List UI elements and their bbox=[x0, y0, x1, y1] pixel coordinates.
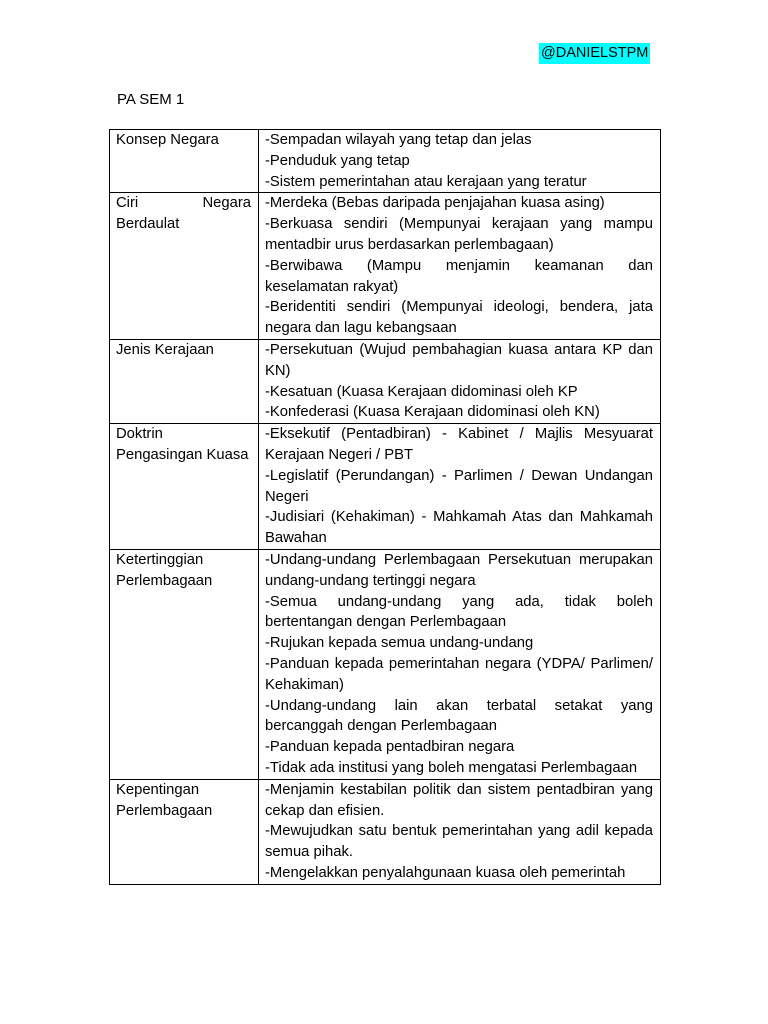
list-item: -Persekutuan (Wujud pembahagian kuasa antara KP dan KN) bbox=[265, 341, 653, 379]
list-item: -Penduduk yang tetap bbox=[265, 152, 410, 169]
table-row-doktrin-pengasingan-kuasa bbox=[110, 424, 661, 550]
list-item: -Konfederasi (Kuasa Kerajaan didominasi oleh KN) bbox=[265, 404, 600, 421]
list-item: -Panduan kepada pemerintahan negara (YDPA/ Parlimen/ Kehakiman) bbox=[265, 655, 653, 693]
list-item: -Sistem pemerintahan atau kerajaan yang teratur bbox=[265, 173, 587, 190]
row-points bbox=[259, 339, 661, 423]
list-item: -Legislatif (Perundangan) - Parlimen / Dewan Undangan Negeri bbox=[265, 467, 653, 505]
row-term: Ciri Negara Berdaulat bbox=[110, 193, 259, 340]
list-item: -Sempadan wilayah yang tetap dan jelas bbox=[265, 132, 532, 148]
table-row-ciri-negara-berdaulat bbox=[110, 193, 661, 340]
table-row-kepentingan-perlembagaan bbox=[110, 779, 661, 884]
row-points bbox=[259, 193, 661, 340]
list-item: -Judisiari (Kehakiman) - Mahkamah Atas dan Mahkamah Bawahan bbox=[265, 509, 653, 547]
row-term: Kepentingan Perlembagaan bbox=[110, 779, 259, 884]
list-item: -Beridentiti sendiri (Mempunyai ideologi, bendera, jata negara dan lagu kebangsaan bbox=[265, 299, 653, 337]
list-item: -Eksekutif (Pentadbiran) - Kabinet / Majlis Mesyuarat Kerajaan Negeri / PBT bbox=[265, 426, 653, 463]
row-term: Ketertinggian Perlembagaan bbox=[110, 549, 259, 779]
list-item: -Semua undang-undang yang ada, tidak boleh bertentangan dengan Perlembagaan bbox=[265, 593, 653, 631]
row-term: Jenis Kerajaan bbox=[110, 339, 259, 423]
list-item: -Mengelakkan penyalahgunaan kuasa oleh pemerintah bbox=[265, 864, 626, 881]
list-item: -Kesatuan (Kuasa Kerajaan didominasi oleh KP bbox=[265, 383, 578, 400]
list-item: -Undang-undang Perlembagaan Persekutuan merupakan undang-undang tertinggi negara bbox=[265, 551, 653, 589]
list-item: -Mewujudkan satu bentuk pemerintahan yang adil kepada semua pihak. bbox=[265, 823, 653, 861]
list-item: -Tidak ada institusi yang boleh mengatasi Perlembagaan bbox=[265, 759, 638, 776]
author-handle: @DANIELSTPM bbox=[539, 43, 650, 64]
list-item: -Berwibawa (Mampu menjamin keamanan dan keselamatan rakyat) bbox=[265, 257, 653, 295]
list-item: -Berkuasa sendiri (Mempunyai kerajaan yang mampu mentadbir urus berdasarkan perlembagaan) bbox=[265, 216, 653, 253]
table-row-jenis-kerajaan bbox=[110, 339, 661, 423]
row-term: Konsep Negara bbox=[110, 130, 259, 193]
list-item: -Merdeka (Bebas daripada penjajahan kuasa asing) bbox=[265, 195, 605, 212]
list-item: -Panduan kepada pentadbiran negara bbox=[265, 739, 515, 756]
page-title: PA SEM 1 bbox=[117, 91, 185, 108]
row-points bbox=[259, 424, 661, 550]
row-points bbox=[259, 130, 661, 193]
list-item: -Undang-undang lain akan terbatal setakat yang bercanggah dengan Perlembagaan bbox=[265, 697, 653, 735]
row-points bbox=[259, 779, 661, 884]
row-term: Doktrin Pengasingan Kuasa bbox=[110, 424, 259, 550]
list-item: -Menjamin kestabilan politik dan sistem pentadbiran yang cekap dan efisien. bbox=[265, 781, 653, 819]
list-item: -Rujukan kepada semua undang-undang bbox=[265, 635, 534, 652]
table-row-ketertinggian-perlembagaan bbox=[110, 549, 661, 779]
table-row-konsep-negara bbox=[110, 130, 661, 193]
notes-table bbox=[109, 129, 661, 885]
row-points bbox=[259, 549, 661, 779]
